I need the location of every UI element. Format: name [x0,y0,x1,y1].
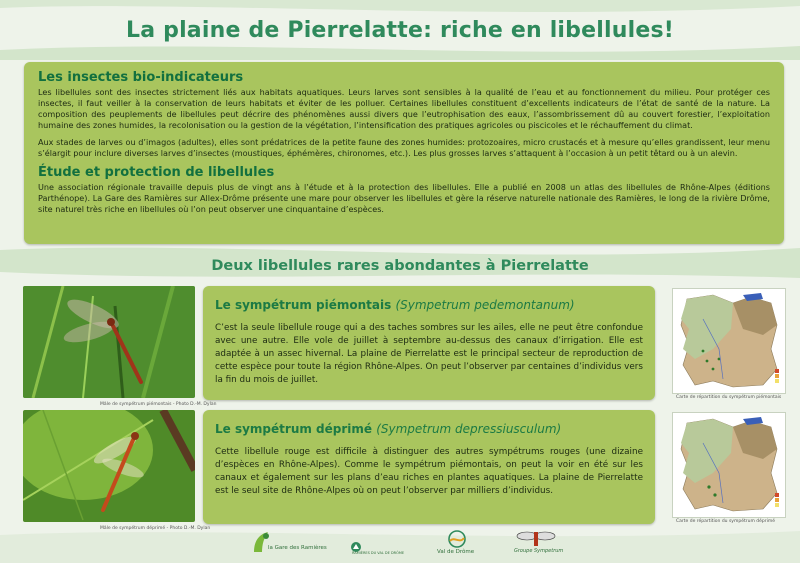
map-caption-2: Carte de répartition du sympétrum déprimé [676,519,775,524]
species-title-1 [215,298,643,312]
map-image-2 [673,413,785,517]
page-title: La plaine de Pierrelatte: riche en libellules! [126,18,674,43]
species-title-2 [215,422,643,436]
map-image-1 [673,289,785,393]
species-card-1 [203,286,655,400]
sympetrum-label: Groupe Sympetrum [514,548,564,554]
bio-paragraph-2: Aux stades de larves ou d’imagos (adultes), elles sont prédatrices de la petite faune des zones humides: protozoaires, micro crustacés et à mesure qu’elles grandissent, leur menu s’élargit pour inclure diverses larves d’insectes (moustiques, éphémères, chironomes, etc.). Les plus grosses larves s’attaquent à l’occasion à un petit têtard ou à un alevin. [38,137,770,158]
species-desc-2: Cette libellule rouge est difficile à distinguer des autres sympétrums rouges (une dizaine d’espèces en Rhône-Alpes). Comme le sympétrum piémontais, on peut la voir en été sur les canaux et également sur les plans d’eau riches en plantes aquatiques. La plaine de Pierrelatte est le seul site de Rhône-Alpes où on peut l’observer par milliers d’individus. [215,447,643,496]
gare-ramieres-logo [250,530,272,558]
species-sci-name-1: (Sympetrum pedemontanum) [395,298,575,312]
bio-heading: Les insectes bio-indicateurs [38,70,244,85]
dragonfly-icon [515,530,557,546]
photo-caption-2: Mâle de sympétrum déprimé - Photo D.-M. Dylan [100,526,211,531]
val-de-drome-label: Val de Drôme [437,549,475,555]
distribution-map-1 [672,288,786,394]
etude-heading: Étude et protection de libellules [38,165,275,180]
dragonfly-image-1 [23,286,195,398]
species-name-1: Le sympétrum piémontais [215,298,392,312]
species-card-2 [203,410,655,524]
species-sci-name-2: (Sympetrum depressiusculum) [376,422,562,436]
gare-ramieres-label: la Gare des Ramières [268,545,327,551]
dragonfly-photo-1 [23,286,195,398]
photo-caption-1: Mâle de sympétrum piémontais - Photo D.-M. Dylan [100,402,217,407]
val-de-drome-icon [446,530,468,548]
dragonfly-image-2 [23,410,195,522]
species-desc-1: C’est la seule libellule rouge qui a des taches sombres sur les ailes, elle ne peut être confondue avec une autre. Elle vole de juillet à septembre au-dessus des canaux d’irrigation. Elle est adaptée à un assec hivernal. La plaine de Pierrelatte est le principal secteur de reproduction de cette espèce pour toute la région Rhône-Alpes. On peut l’observer par centaines d’individus vers la fin du mois de juillet. [215,323,643,385]
distribution-map-2 [672,412,786,518]
bio-paragraph-1: Les libellules sont des insectes strictement liés aux habitats aquatiques. Leurs larves sont sensibles à la qualité de l’eau et au fonctionnement du milieu. Pour protéger ces insectes, il faut veiller à la conservation de leurs habitats et éviter de les polluer. Certaines libellules constituent d’excellents indicateurs de l’état de santé de la nature. La composition des peuplements de libellules peut décrire des phénomènes aussi divers que l’eutrophisation des eaux, l’assombrissement dû au couvert forestier, l’exploitation humaine des zones humides, la recolonisation ou la gestion de la végétation, l’intensification des pratiques agricoles ou piscicoles et le réchauffement du climat. [38,87,770,130]
bio-indicator-panel [24,62,784,244]
etude-paragraph: Une association régionale travaille depuis plus de vingt ans à l’étude et à la protection des libellules. Elle a publié en 2008 un atlas des libellules de Rhône-Alpes (éditions Parthénope). La Gare des Ramières sur Allex-Drôme présente une mare pour observer les libellules et gère la réserve naturelle nationale des Ramières, le long de la rivière Drôme, site naturel très riche en libellules où l’on peut observer une cinquantaine d’espèces. [38,182,770,214]
ramieres-reserve-label: RAMIÈRES DU VAL DE DRÔME [352,551,405,555]
dragonfly-photo-2 [23,410,195,522]
map-caption-1: Carte de répartition du sympétrum piémontais [676,395,782,400]
species-name-2: Le sympétrum déprimé [215,422,373,436]
sympetrum-logo [515,530,557,550]
section-title: Deux libellules rares abondantes à Pierrelatte [211,258,589,274]
